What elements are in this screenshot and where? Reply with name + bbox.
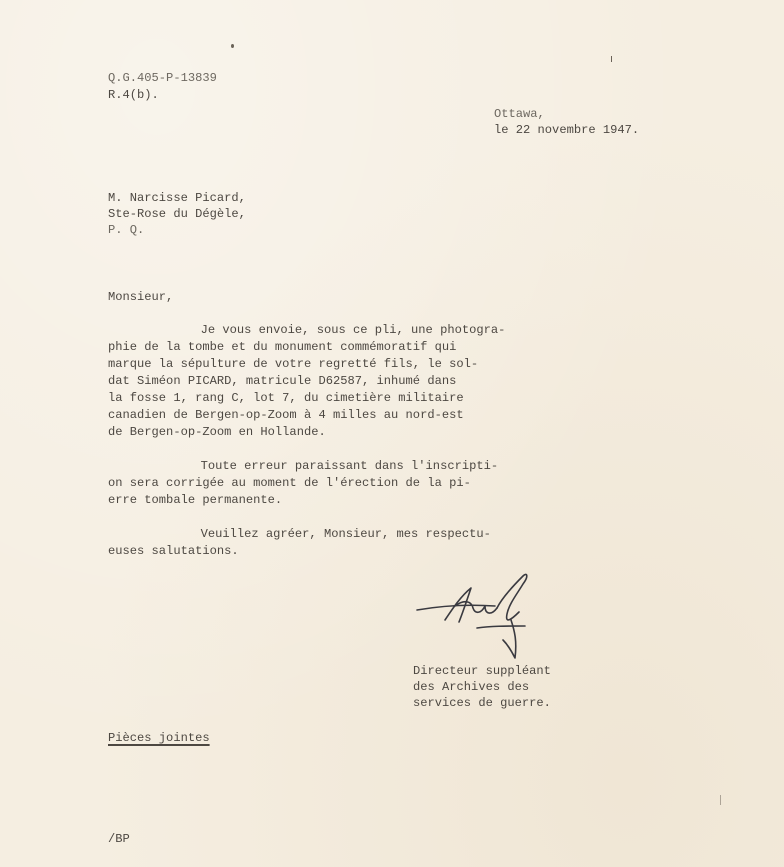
signatory-title-line: des Archives des — [413, 680, 530, 694]
paragraph-line: Toute erreur paraissant dans l'inscripti- — [128, 459, 499, 473]
paragraph-line: de Bergen-op-Zoom en Hollande. — [108, 425, 326, 439]
paper-speck — [720, 795, 721, 805]
paragraph-line: la fosse 1, rang C, lot 7, du cimetière militaire — [108, 391, 464, 405]
recipient-name: M. Narcisse Picard, — [108, 191, 246, 205]
paragraph-line: phie de la tombe et du monument commémoratif qui — [108, 340, 457, 354]
paragraph-line: marque la sépulture de votre regretté fils, le sol- — [108, 357, 479, 371]
letter-date: le 22 novembre 1947. — [494, 123, 640, 137]
paragraph-line: erre tombale permanente. — [108, 493, 283, 507]
enclosures-note: Pièces jointes — [108, 731, 210, 745]
place-city: Ottawa, — [494, 107, 545, 121]
handwritten-signature — [415, 570, 565, 665]
paper-speck — [611, 56, 612, 62]
paragraph-line: euses salutations. — [108, 544, 239, 558]
paragraph-line: Je vous envoie, sous ce pli, une photogra- — [128, 323, 506, 337]
signatory-title-line: Directeur suppléant — [413, 664, 551, 678]
recipient-province: P. Q. — [108, 223, 145, 237]
typist-initials: /BP — [108, 832, 130, 846]
paragraph-line: on sera corrigée au moment de l'érection de la pi- — [108, 476, 471, 490]
paragraph-line: canadien de Bergen-op-Zoom à 4 milles au nord-est — [108, 408, 464, 422]
signatory-title-line: services de guerre. — [413, 696, 551, 710]
paragraph-line: dat Siméon PICARD, matricule D62587, inhumé dans — [108, 374, 457, 388]
file-reference-section: R.4(b). — [108, 88, 159, 102]
salutation: Monsieur, — [108, 290, 174, 304]
recipient-town: Ste-Rose du Dégèle, — [108, 207, 246, 221]
paper-speck — [231, 44, 234, 48]
file-reference-number: Q.G.405-P-13839 — [108, 71, 217, 85]
paragraph-line: Veuillez agréer, Monsieur, mes respectu- — [128, 527, 491, 541]
